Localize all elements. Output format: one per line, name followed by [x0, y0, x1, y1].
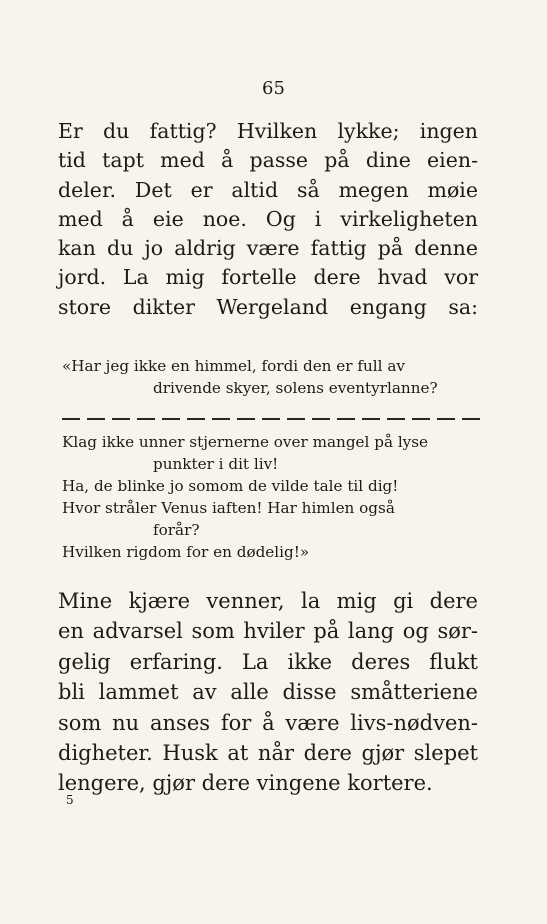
text-line: jord. La mig fortelle dere hvad vor — [58, 265, 478, 290]
separator-dash — [87, 418, 105, 419]
separator-dash — [162, 418, 180, 419]
text-line: Er du fattig? Hvilken lykke; ingen — [58, 119, 478, 143]
quote-line: Klag ikke unner stjernerne over mangel på lyse — [62, 433, 429, 451]
text-line: tid tapt med å passe på dine eien- — [58, 148, 478, 173]
text-line: store dikter Wergeland engang sa: — [58, 294, 478, 319]
text-line: med å eie noe. Og i virkeligheten — [58, 206, 478, 231]
paragraph-poverty — [58, 117, 478, 322]
quote-line: punkter i dit liv! — [153, 455, 279, 473]
separator-dash — [62, 418, 80, 419]
wergeland-quote — [62, 355, 482, 563]
quote-line: Ha, de blinke jo somom de vilde tale til dig! — [62, 477, 399, 495]
page-number: 65 — [262, 78, 285, 99]
separator-dash — [437, 418, 455, 419]
text-line: deler. Det er altid så megen møie — [58, 177, 478, 202]
text-line: som nu anses for å være livs-nødven- — [58, 710, 478, 735]
text-line: en advarsel som hviler på lang og sør- — [58, 619, 478, 644]
separator-dash — [337, 418, 355, 419]
separator-dash — [287, 418, 305, 419]
text-line: bli lammet av alle disse småtteriene — [58, 680, 478, 705]
separator-dash — [262, 418, 280, 419]
separator-dash — [387, 418, 405, 419]
text-line: kan du jo aldrig være fattig på denne — [58, 236, 478, 261]
separator-dash — [412, 418, 430, 419]
separator-dash — [212, 418, 230, 419]
separator-dash — [237, 418, 255, 419]
stanza-separator — [62, 407, 482, 431]
separator-dash — [462, 418, 480, 419]
quote-line: forår? — [153, 521, 200, 539]
printer-signature-mark: 5 — [66, 793, 74, 807]
separator-dash — [137, 418, 155, 419]
separator-dash — [187, 418, 205, 419]
text-line: digheter. Husk at når dere gjør slepet — [58, 741, 478, 766]
text-line: gelig erfaring. La ikke deres flukt — [58, 649, 478, 674]
separator-dash — [312, 418, 330, 419]
paragraph-advice — [58, 586, 478, 799]
quote-line: drivende skyer, solens eventyrlanne? — [153, 379, 438, 397]
separator-dash — [112, 418, 130, 419]
text-line: Mine kjære venner, la mig gi dere — [58, 589, 478, 613]
separator-dash — [362, 418, 380, 419]
quote-line: Hvor stråler Venus iaften! Har himlen også — [62, 499, 395, 517]
quote-line: Hvilken rigdom for en dødelig!» — [62, 543, 310, 561]
quote-line: «Har jeg ikke en himmel, fordi den er full av — [62, 357, 405, 375]
text-line: lengere, gjør dere vingene kortere. — [58, 771, 433, 796]
